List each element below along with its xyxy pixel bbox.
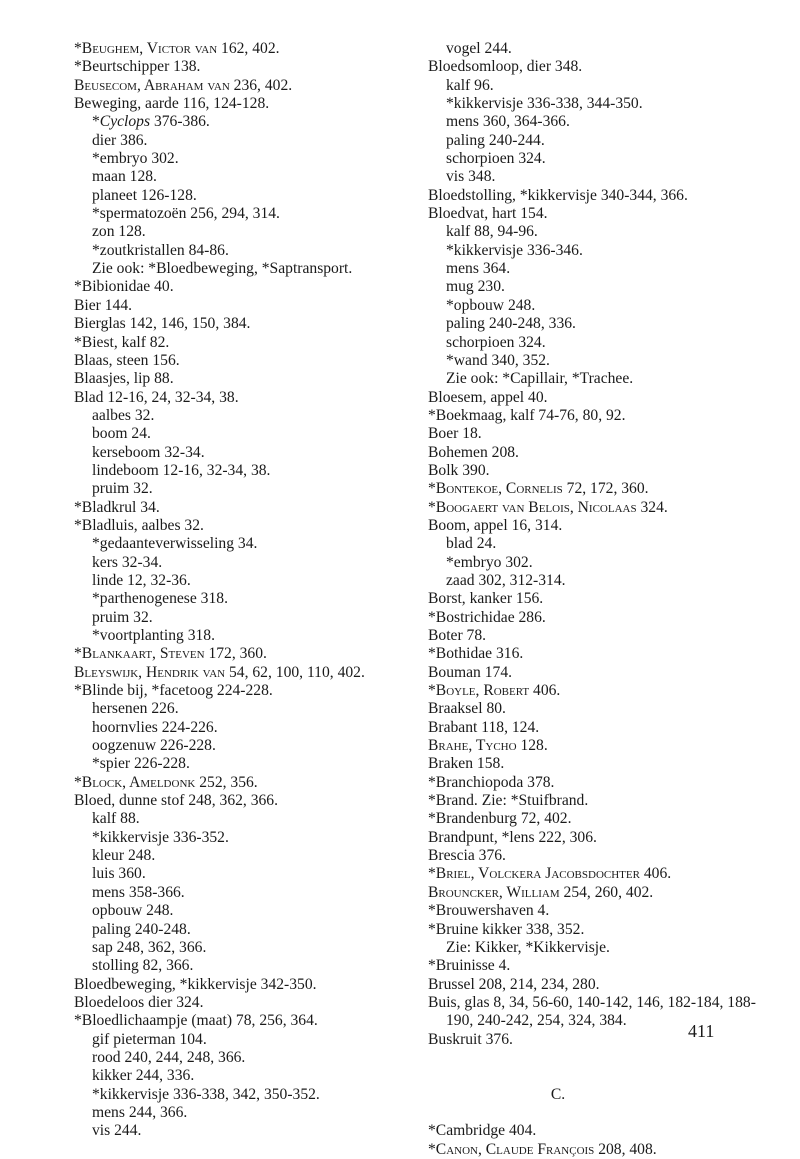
index-subentry: *embryo 302. — [92, 150, 179, 168]
index-spacer — [428, 1049, 768, 1067]
index-entry: *Block, Ameldonk 252, 356. — [74, 773, 258, 791]
index-subentry: linde 12, 32-36. — [92, 571, 191, 589]
index-subentry: mens 244, 366. — [92, 1103, 188, 1121]
index-subentry: *spermatozoën 256, 294, 314. — [92, 205, 280, 223]
index-subentry: *wand 340, 352. — [446, 351, 550, 369]
index-subentry: paling 240-248, 336. — [446, 315, 576, 333]
index-subentry: schorpioen 324. — [446, 333, 546, 351]
index-entry: Beusecom, Abraham van 236, 402. — [74, 76, 293, 94]
index-subentry: schorpioen 324. — [446, 150, 546, 168]
index-subentry: kalf 88, 94-96. — [446, 223, 538, 241]
index-subentry: hoornvlies 224-226. — [92, 718, 218, 736]
index-entry: *Canon, Claude François 208, 408. — [428, 1140, 657, 1158]
index-entry: *Brouwershaven 4. — [428, 902, 550, 920]
index-subentry: kleur 248. — [92, 847, 156, 865]
index-subentry: *embryo 302. — [446, 553, 533, 571]
index-subentry: vis 348. — [446, 168, 496, 186]
index-subentry: *spier 226-228. — [92, 755, 190, 773]
index-entry: *Bloedlichaampje (maat) 78, 256, 364. — [74, 1012, 318, 1030]
index-entry: Boter 78. — [428, 627, 487, 644]
index-entry: *Briel, Volckera Jacobsdochter 406. — [428, 865, 672, 883]
index-entry: Boom, appel 16, 314. — [428, 516, 563, 534]
index-entry: Bolk 390. — [428, 461, 490, 479]
index-subentry: kikker 244, 336. — [92, 1067, 195, 1085]
index-entry: *Beughem, Victor van 162, 402. — [74, 40, 280, 57]
index-entry: Brandpunt, *lens 222, 306. — [428, 828, 597, 846]
index-entry: *Boekmaag, kalf 74-76, 80, 92. — [428, 406, 626, 424]
index-entry: Braaksel 80. — [428, 700, 506, 718]
index-subentry: *Cyclops 376-386. — [92, 113, 210, 131]
index-entry: *Beurtschipper 138. — [74, 58, 201, 76]
index-entry: Blaas, steen 156. — [74, 351, 180, 369]
index-entry: *Boyle, Robert 406. — [428, 682, 561, 700]
index-entry: Bloedvat, hart 154. — [428, 205, 548, 223]
index-entry: Beweging, aarde 116, 124-128. — [74, 95, 270, 113]
index-subentry: *kikkervisje 336-338, 342, 350-352. — [92, 1085, 320, 1103]
index-entry: *Bladluis, aalbes 32. — [74, 516, 204, 534]
index-subentry: *opbouw 248. — [446, 296, 536, 314]
index-subentry: Zie: Kikker, *Kikkervisje. — [446, 938, 610, 956]
index-subentry: dier 386. — [92, 131, 148, 149]
index-entry: Bloedstolling, *kikkervisje 340-344, 366. — [428, 186, 688, 204]
index-entry: *Cambridge 404. — [428, 1122, 537, 1140]
index-entry: Braken 158. — [428, 755, 505, 773]
index-entry: Bloedeloos dier 324. — [74, 993, 204, 1011]
index-subentry: *gedaanteverwisseling 34. — [92, 535, 258, 553]
index-entry: Bleyswijk, Hendrik van 54, 62, 100, 110, 402. — [74, 663, 365, 681]
index-spacer — [428, 1067, 768, 1085]
index-subentry: mens 364. — [446, 260, 511, 278]
index-entry: *Blinde bij, *facetoog 224-228. — [74, 682, 273, 700]
index-entry: *Branchiopoda 378. — [428, 773, 555, 791]
index-entry: *Bruinisse 4. — [428, 957, 511, 975]
index-subentry: opbouw 248. — [92, 902, 174, 920]
index-entry: Blad 12-16, 24, 32-34, 38. — [74, 388, 239, 406]
index-subentry: hersenen 226. — [92, 700, 179, 718]
index-subentry: pruim 32. — [92, 480, 153, 498]
index-subentry: *kikkervisje 336-338, 344-350. — [446, 95, 643, 113]
index-subentry: Zie ook: *Capillair, *Trachee. — [446, 370, 634, 388]
index-entry: Borst, kanker 156. — [428, 590, 544, 608]
index-subentry: oogzenuw 226-228. — [92, 737, 216, 755]
index-subentry: blad 24. — [446, 535, 497, 553]
index-spacer — [428, 1104, 768, 1122]
section-letter: C. — [550, 1085, 566, 1103]
index-entry: Brahe, Tycho 128. — [428, 737, 548, 755]
index-entry: *Bothidae 316. — [428, 645, 524, 663]
index-column-left — [74, 40, 414, 1141]
index-entry: Boer 18. — [428, 425, 482, 443]
index-entry: Bier 144. — [74, 296, 133, 314]
index-entry: Brussel 208, 214, 234, 280. — [428, 975, 600, 993]
index-entry: Bloed, dunne stof 248, 362, 366. — [74, 792, 279, 810]
index-subentry: *kikkervisje 336-352. — [92, 828, 229, 846]
index-column-right — [428, 40, 768, 1159]
index-subentry: stolling 82, 366. — [92, 957, 194, 975]
index-subentry: maan 128. — [92, 168, 157, 186]
index-subentry: sap 248, 362, 366. — [92, 938, 207, 956]
index-subentry: kalf 96. — [446, 76, 494, 94]
index-subentry: kalf 88. — [92, 810, 140, 828]
index-subentry: Zie ook: *Bloedbeweging, *Saptransport. — [92, 260, 353, 278]
index-entry: *Blankaart, Steven 172, 360. — [74, 645, 267, 663]
index-subentry: vogel 244. — [446, 40, 512, 57]
index-entry: Brabant 118, 124. — [428, 718, 540, 736]
index-subentry: planeet 126-128. — [92, 186, 197, 204]
index-entry: Bloedbeweging, *kikkervisje 342-350. — [74, 975, 317, 993]
index-subentry: paling 240-244. — [446, 131, 545, 149]
page-number: 411 — [688, 1021, 715, 1041]
index-entry: Bloedsomloop, dier 348. — [428, 58, 583, 76]
index-entry: *Biest, kalf 82. — [74, 333, 170, 351]
index-entry: Bohemen 208. — [428, 443, 519, 461]
index-subentry: boom 24. — [92, 425, 151, 443]
index-subentry: rood 240, 244, 248, 366. — [92, 1048, 246, 1066]
index-entry: Brouncker, William 254, 260, 402. — [428, 883, 654, 901]
index-entry: *Brand. Zie: *Stuifbrand. — [428, 792, 589, 810]
index-subentry: mens 358-366. — [92, 883, 185, 901]
index-subentry: gif pieterman 104. — [92, 1030, 207, 1048]
index-subentry: mug 230. — [446, 278, 505, 296]
index-entry: *Bladkrul 34. — [74, 498, 160, 516]
index-subentry: paling 240-248. — [92, 920, 191, 938]
index-entry: Brescia 376. — [428, 847, 506, 865]
index-subentry: luis 360. — [92, 865, 146, 883]
index-entry: Buskruit 376. — [428, 1030, 513, 1048]
index-subentry: kers 32-34. — [92, 553, 163, 571]
index-entry: *Bibionidae 40. — [74, 278, 174, 296]
index-entry: Buis, glas 8, 34, 56-60, 140-142, 146, 182-184, 188-190, 240-242, 254, 324, 384. — [428, 993, 756, 1030]
index-entry: *Brandenburg 72, 402. — [428, 810, 572, 828]
index-entry: *Bostrichidae 286. — [428, 608, 546, 626]
index-subentry: zaad 302, 312-314. — [446, 571, 566, 589]
index-subentry: mens 360, 364-366. — [446, 113, 570, 131]
index-entry: Bouman 174. — [428, 663, 513, 681]
index-subentry: vis 244. — [92, 1122, 142, 1140]
index-entry: Blaasjes, lip 88. — [74, 370, 174, 388]
index-entry: *Boogaert van Belois, Nicolaas 324. — [428, 498, 668, 516]
index-subentry: kerseboom 32-34. — [92, 443, 205, 461]
index-subentry: *zoutkristallen 84-86. — [92, 241, 229, 259]
index-subentry: *kikkervisje 336-346. — [446, 241, 583, 259]
index-subentry: zon 128. — [92, 223, 146, 241]
index-entry: Bierglas 142, 146, 150, 384. — [74, 315, 251, 333]
index-subentry: *voortplanting 318. — [92, 627, 216, 644]
index-entry: Bloesem, appel 40. — [428, 388, 548, 406]
index-subentry: *parthenogenese 318. — [92, 590, 228, 608]
index-subentry: aalbes 32. — [92, 406, 155, 424]
index-subentry: pruim 32. — [92, 608, 153, 626]
index-entry: *Bontekoe, Cornelis 72, 172, 360. — [428, 480, 649, 498]
index-entry: *Bruine kikker 338, 352. — [428, 920, 585, 938]
index-subentry: lindeboom 12-16, 32-34, 38. — [92, 461, 271, 479]
